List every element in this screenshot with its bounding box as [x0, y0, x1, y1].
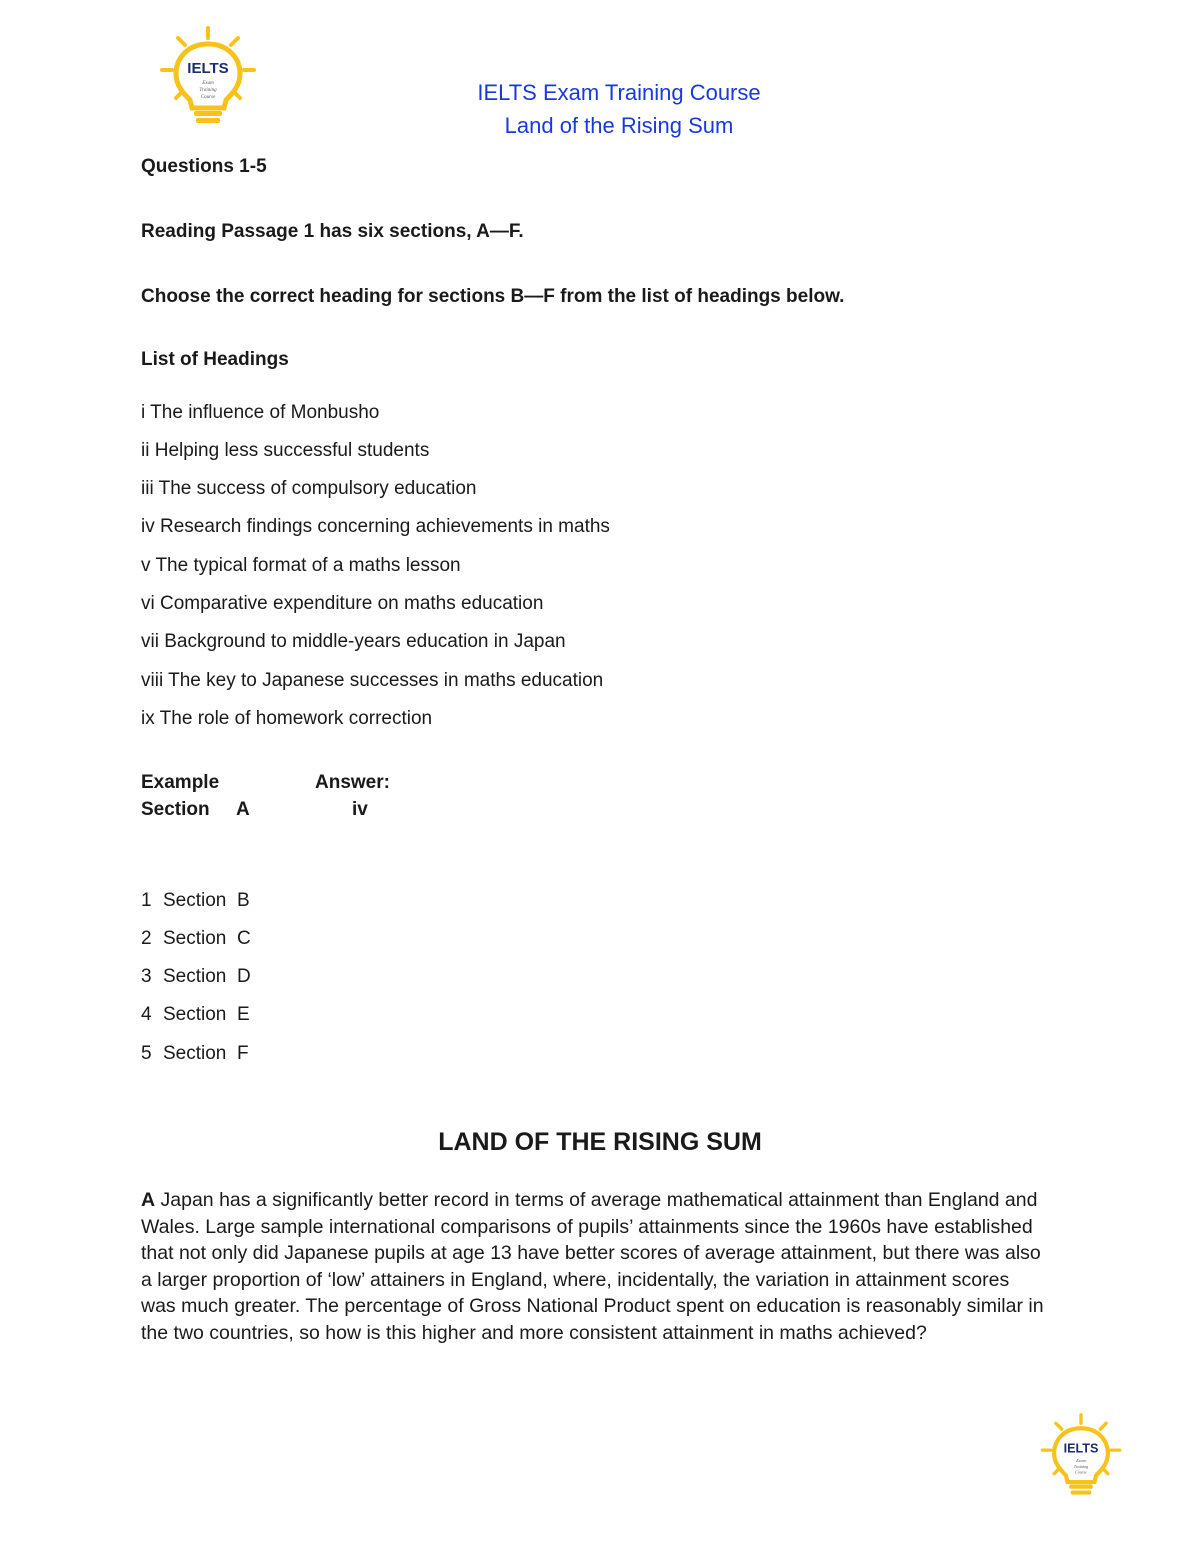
ielts-logo-icon	[1039, 1413, 1123, 1499]
heading-text: Background to middle-years education in Japan	[164, 631, 566, 652]
svg-text:IELTS: IELTS	[187, 60, 229, 77]
questions-label: Questions 1-5	[141, 156, 267, 177]
heading-item	[141, 440, 429, 462]
heading-item	[141, 631, 566, 653]
heading-item	[141, 708, 432, 730]
example-section-letter: A	[236, 799, 250, 820]
header-course-title: IELTS Exam Training Course	[477, 80, 761, 105]
heading-text: Comparative expenditure on maths education	[160, 593, 544, 614]
heading-num: iv	[141, 516, 155, 537]
heading-item	[141, 516, 610, 538]
svg-text:Exam: Exam	[202, 81, 214, 86]
question-number: 4	[141, 1004, 152, 1025]
heading-text: Helping less successful students	[154, 440, 430, 461]
heading-item	[141, 555, 461, 577]
heading-text: The influence of Monbusho	[150, 402, 380, 423]
heading-num: vii	[141, 631, 159, 652]
heading-text: The key to Japanese successes in maths education	[168, 670, 604, 691]
answer-label: Answer:	[315, 772, 390, 793]
question-item	[141, 890, 250, 912]
question-item	[141, 1043, 249, 1065]
heading-item	[141, 402, 379, 424]
heading-num: ii	[141, 440, 150, 461]
example-section-label: Section	[141, 799, 210, 820]
heading-text: The role of homework correction	[159, 708, 433, 729]
svg-text:IELTS: IELTS	[1063, 1441, 1099, 1456]
heading-text: The typical format of a maths lesson	[155, 555, 461, 576]
example-label: Example	[141, 772, 220, 793]
heading-item	[141, 593, 543, 615]
svg-text:Training: Training	[199, 88, 217, 93]
heading-text: Research findings concerning achievements in maths	[160, 516, 610, 537]
question-section-word: Section	[163, 890, 227, 911]
heading-item	[141, 478, 477, 500]
instruction-choose-heading: Choose the correct heading for sections B—F from the list of headings below.	[141, 286, 845, 307]
heading-num: ix	[141, 708, 155, 729]
svg-text:Course: Course	[1074, 1469, 1088, 1475]
svg-text:Course: Course	[200, 95, 216, 100]
heading-num: i	[141, 402, 146, 423]
passage-section-a	[141, 1187, 1046, 1347]
question-section-word: Section	[163, 1043, 227, 1064]
passage-title: LAND OF THE RISING SUM	[438, 1128, 762, 1156]
example-answer-value: iv	[352, 799, 368, 820]
svg-text:Exam: Exam	[1076, 1457, 1086, 1463]
heading-num: viii	[141, 670, 164, 691]
heading-item	[141, 670, 603, 692]
header-document-title: Land of the Rising Sum	[504, 113, 734, 138]
heading-num: iii	[141, 478, 154, 499]
question-item	[141, 966, 251, 988]
question-section-letter: E	[237, 1004, 250, 1025]
question-number: 5	[141, 1043, 152, 1064]
instruction-sections: Reading Passage 1 has six sections, A—F.	[141, 221, 524, 242]
question-section-letter: B	[237, 890, 250, 911]
question-section-letter: C	[237, 928, 251, 949]
question-section-letter: F	[237, 1043, 249, 1064]
heading-num: vi	[141, 593, 155, 614]
section-letter: A	[141, 1189, 156, 1211]
section-text: Japan has a significantly better record in terms of average mathematical attainment than England and Wales. Large sample international comparisons of pupils’ attainments since the 1960s have established that not only did Japanese pupils at age 13 have better scores of average attainment, but there was also a larger proportion of ‘low’ attainers in England, where, incidentally, the variation in attainment scores was much greater. The percentage of Gross National Product spent on education is reasonably similar in the two countries, so how is this higher and more consistent attainment in maths achieved?	[141, 1189, 1044, 1344]
question-number: 2	[141, 928, 152, 949]
question-section-word: Section	[163, 928, 227, 949]
question-item	[141, 1004, 250, 1026]
heading-num: v	[141, 555, 151, 576]
list-of-headings-title: List of Headings	[141, 349, 289, 370]
question-number: 1	[141, 890, 152, 911]
question-section-word: Section	[163, 1004, 227, 1025]
question-number: 3	[141, 966, 152, 987]
question-section-word: Section	[163, 966, 227, 987]
heading-text: The success of compulsory education	[158, 478, 477, 499]
svg-text:Training: Training	[1073, 1463, 1089, 1469]
question-item	[141, 928, 251, 950]
question-section-letter: D	[237, 966, 251, 987]
